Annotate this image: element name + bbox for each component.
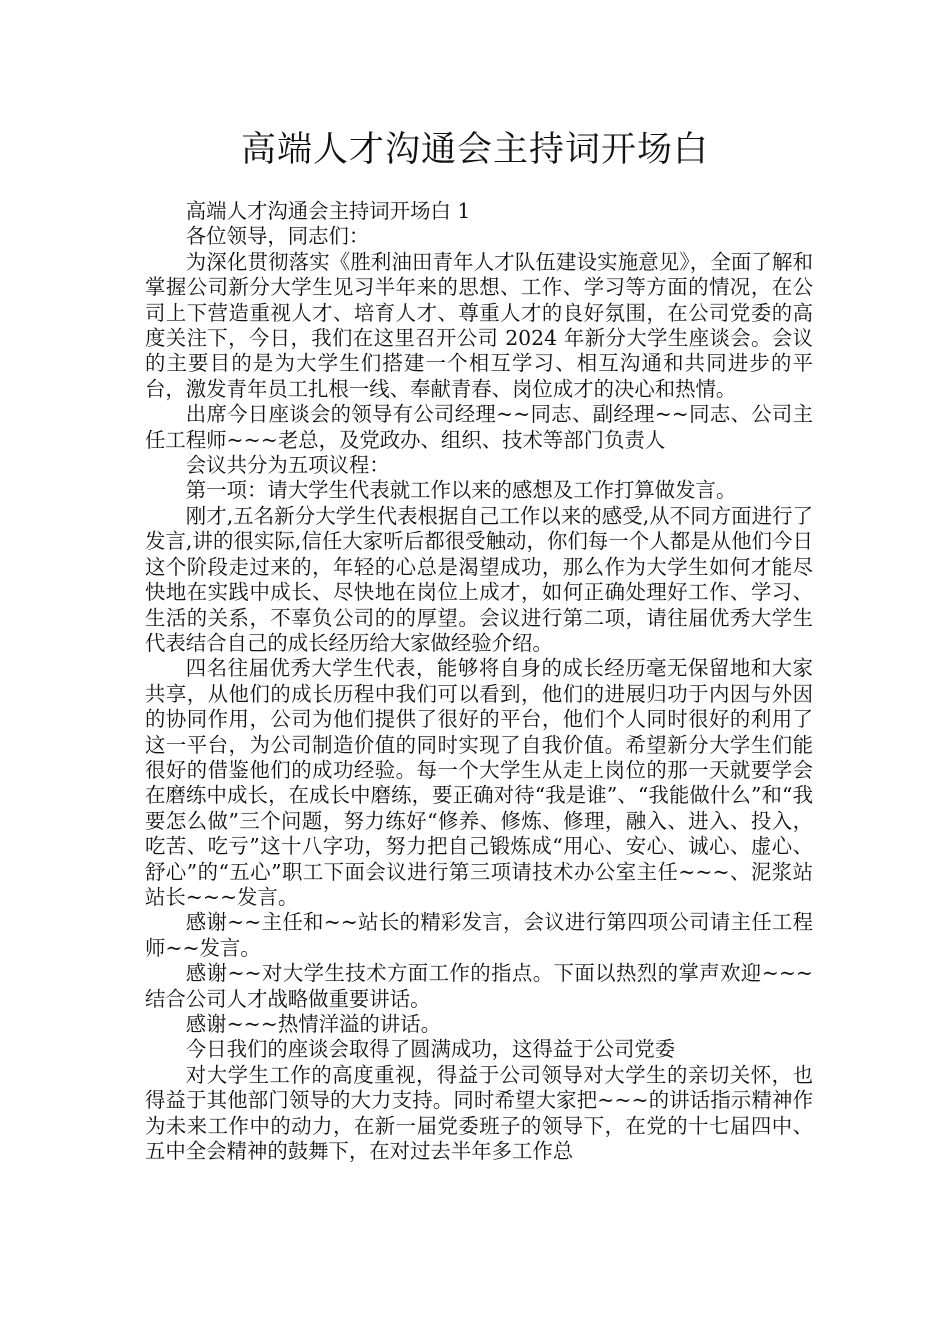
paragraph: 感谢~~对大学生技术方面工作的指点。下面以热烈的掌声欢迎~~~结合公司人才战略做重要讲话。: [145, 961, 813, 1011]
paragraph: 今日我们的座谈会取得了圆满成功，这得益于公司党委: [185, 1037, 676, 1062]
document-body: [145, 199, 813, 1164]
paragraph: 会议共分为五项议程：: [185, 453, 390, 478]
paragraph: 出席今日座谈会的领导有公司经理~~同志、副经理~~同志、公司主任工程师~~~老总，及党政办、组织、技术等部门负责人: [145, 402, 813, 452]
paragraph: 对大学生工作的高度重视，得益于公司领导对大学生的亲切关怀，也得益于其他部门领导的大力支持。同时希望大家把~~~的讲话指示精神作为未来工作中的动力，在新一届党委班子的领导下，在党的十七届四中、五中全会精神的鼓舞下，在对过去半年多工作总: [145, 1062, 813, 1164]
paragraph: 刚才,五名新分大学生代表根据自己工作以来的感受,从不同方面进行了发言,讲的很实际,信任大家听后都很受触动，你们每一个人都是从他们今日这个阶段走过来的，年轻的心总是渴望成功，那么作为大学生如何才能尽快地在实践中成长、尽快地在岗位上成才，如何正确处理好工作、学习、生活的关系，不辜负公司的的厚望。会议进行第二项，请往届优秀大学生代表结合自己的成长经历给大家做经验介绍。: [145, 503, 813, 655]
document-title: 高端人才沟通会主持词开场白: [240, 130, 709, 170]
paragraph: 为深化贯彻落实《胜利油田青年人才队伍建设实施意见》，全面了解和掌握公司新分大学生见习半年来的思想、工作、学习等方面的情况，在公司上下营造重视人才、培育人才、尊重人才的良好氛围，在公司党委的高度关注下，今日，我们在这里召开公司 2024 年新分大学生座谈会。会议的主要目的是为大学生们搭建一个相互学习、相互沟通和共同进步的平台，激发青年员工扎根一线、奉献青春、岗位成才的决心和热情。: [145, 249, 813, 401]
paragraph: 四名往届优秀大学生代表，能够将自身的成长经历毫无保留地和大家共享，从他们的成长历程中我们可以看到，他们的进展归功于内因与外因的协同作用，公司为他们提供了很好的平台，他们个人同时很好的利用了这一平台，为公司制造价值的同时实现了自我价值。希望新分大学生们能很好的借鉴他们的成功经验。每一个大学生从走上岗位的那一天就要学会在磨练中成长，在成长中磨练，要正确对待“我是谁”、“我能做什么”和“我要怎么做”三个问题，努力练好“修养、修炼、修理，融入、进入、投入，吃苦、吃亏”这十八字功，努力把自己锻炼成“用心、安心、诚心、虚心、舒心”的“五心”职工下面会议进行第三项请技术办公室主任~~~、泥浆站站长~~~发言。: [145, 656, 813, 909]
paragraph: 高端人才沟通会主持词开场白 1: [185, 199, 471, 223]
paragraph: 第一项：请大学生代表就工作以来的感想及工作打算做发言。: [185, 478, 737, 503]
paragraph: 感谢~~主任和~~站长的精彩发言，会议进行第四项公司请主任工程师~~发言。: [145, 910, 813, 960]
paragraph: 各位领导，同志们：: [185, 224, 370, 249]
paragraph: 感谢~~~热情洋溢的讲话。: [185, 1012, 441, 1036]
